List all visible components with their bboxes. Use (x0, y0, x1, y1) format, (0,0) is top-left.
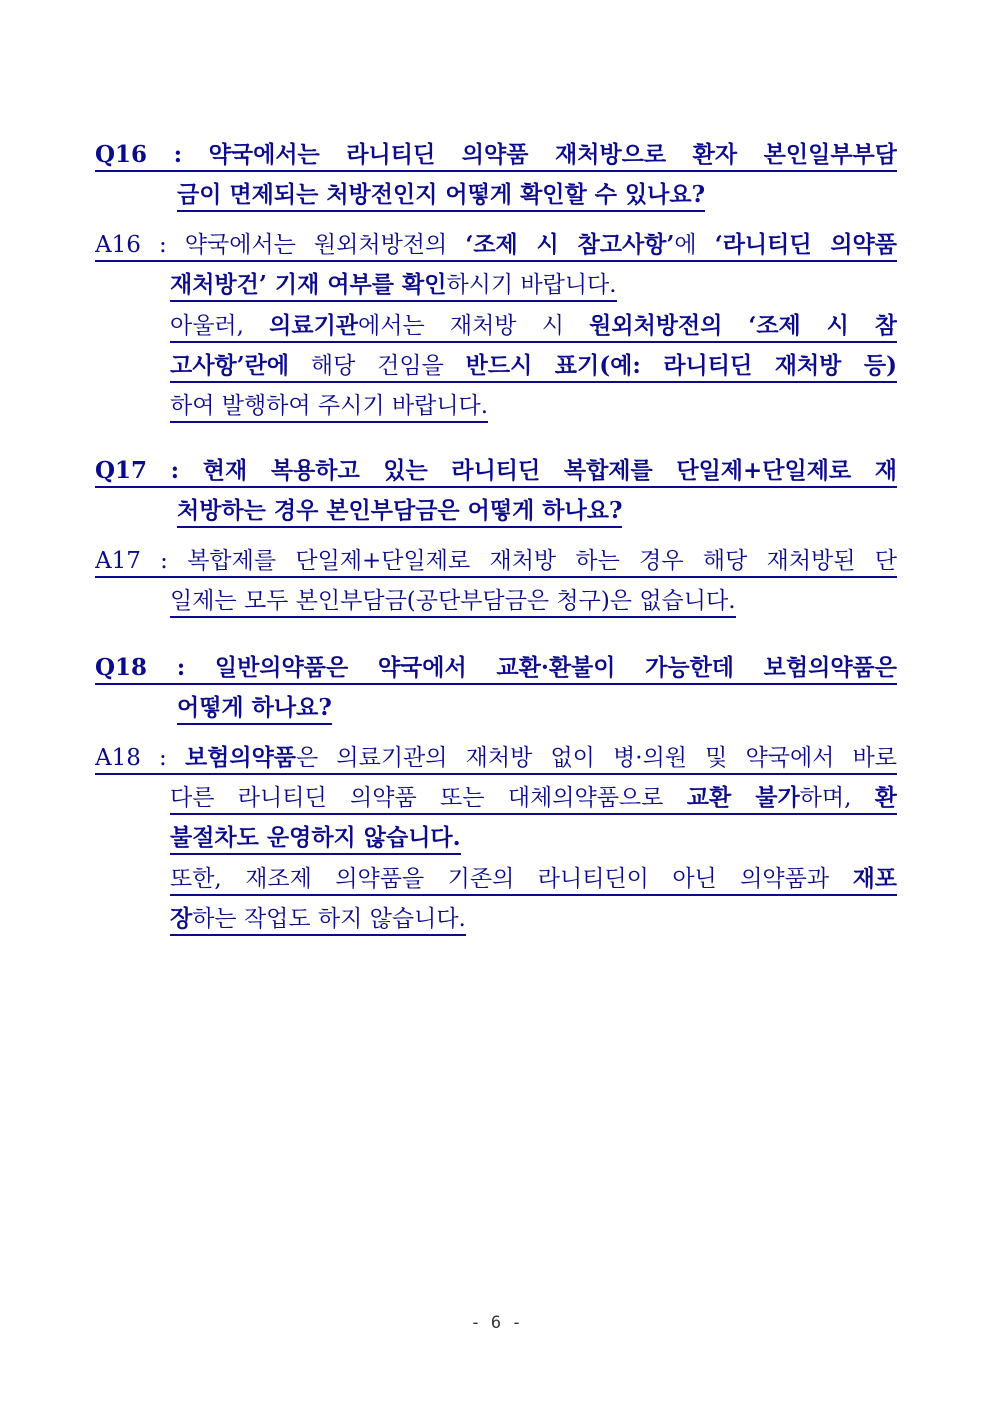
a18-line-4 (170, 864, 897, 896)
text-segment: 하여 발행하여 주시기 바랍니다. (170, 393, 489, 419)
text-segment: A18 : (95, 745, 185, 771)
q17-line-1: Q17 : 현재 복용하고 있는 라니티딘 복합제를 단일제+단일제로 재 (95, 456, 897, 488)
text-segment: 원외처방전의 ‘조제 시 참 (589, 312, 897, 339)
a18-line-1 (95, 743, 897, 775)
q16-line-2: 금이 면제되는 처방전인지 어떻게 확인할 수 있나요? (177, 180, 705, 212)
text-segment: 하시기 바랍니다. (446, 272, 617, 298)
text-segment: 에서는 재처방 시 (358, 313, 590, 339)
text-segment: 일제는 모두 본인부담금(공단부담금은 청구)은 없습니다. (170, 588, 736, 614)
a16-line-2 (170, 270, 617, 302)
text-segment: 환 (874, 784, 897, 811)
text-segment: 교환 불가 (686, 784, 800, 811)
a16-line-3 (170, 311, 897, 343)
q18-line-2: 어떻게 하나요? (177, 693, 332, 725)
a18-line-2 (170, 783, 897, 815)
text-segment: 불절차도 운영하지 않습니다. (170, 824, 461, 851)
text-segment: 또한, 재조제 의약품을 기존의 라니티딘이 아닌 의약품과 (170, 866, 853, 892)
text-segment: 하는 작업도 하지 않습니다. (192, 906, 466, 932)
text-segment: 의료기관 (269, 312, 359, 339)
q17-line-2: 처방하는 경우 본인부담금은 어떻게 하나요? (177, 496, 622, 528)
a16-line-1 (95, 230, 897, 262)
a16-line-4 (170, 351, 897, 383)
text-segment: 장 (170, 905, 193, 932)
a17-line-2 (170, 586, 736, 618)
text-segment: 재처방건’ 기재 여부를 확인 (170, 271, 447, 298)
text-segment: 에 (674, 232, 715, 258)
a18-line-5 (170, 904, 466, 936)
text-segment: 해당 건임을 (289, 353, 466, 379)
page-number: - 6 - (470, 1313, 522, 1333)
text-segment: 보험의약품 (184, 744, 297, 771)
text-segment: 다른 라니티딘 의약품 또는 대체의약품으로 (170, 785, 687, 811)
text-segment: 은 의료기관의 재처방 없이 병·의원 및 약국에서 바로 (296, 745, 897, 771)
text-segment: 반드시 표기(예: 라니티딘 재처방 등) (465, 352, 897, 379)
q18-line-1: Q18 : 일반의약품은 약국에서 교환·환불이 가능한데 보험의약품은 (95, 653, 897, 685)
a18-line-3 (170, 823, 461, 855)
text-segment: 아울러, (170, 313, 270, 339)
q16-line-1: Q16 : 약국에서는 라니티딘 의약품 재처방으로 환자 본인일부부담 (95, 140, 897, 172)
text-segment: A16 : 약국에서는 원외처방전의 (95, 232, 466, 258)
text-segment: A17 : 복합제를 단일제+단일제로 재처방 하는 경우 해당 재처방된 단 (95, 548, 897, 574)
text-segment: 하며, (799, 785, 875, 811)
text-segment: ‘조제 시 참고사항’ (465, 231, 675, 258)
text-segment: 고사항’란에 (170, 352, 290, 379)
a16-line-5 (170, 391, 488, 423)
text-segment: ‘라니티딘 의약품 (714, 231, 897, 258)
text-segment: 재포 (852, 865, 897, 892)
a17-line-1 (95, 546, 897, 578)
